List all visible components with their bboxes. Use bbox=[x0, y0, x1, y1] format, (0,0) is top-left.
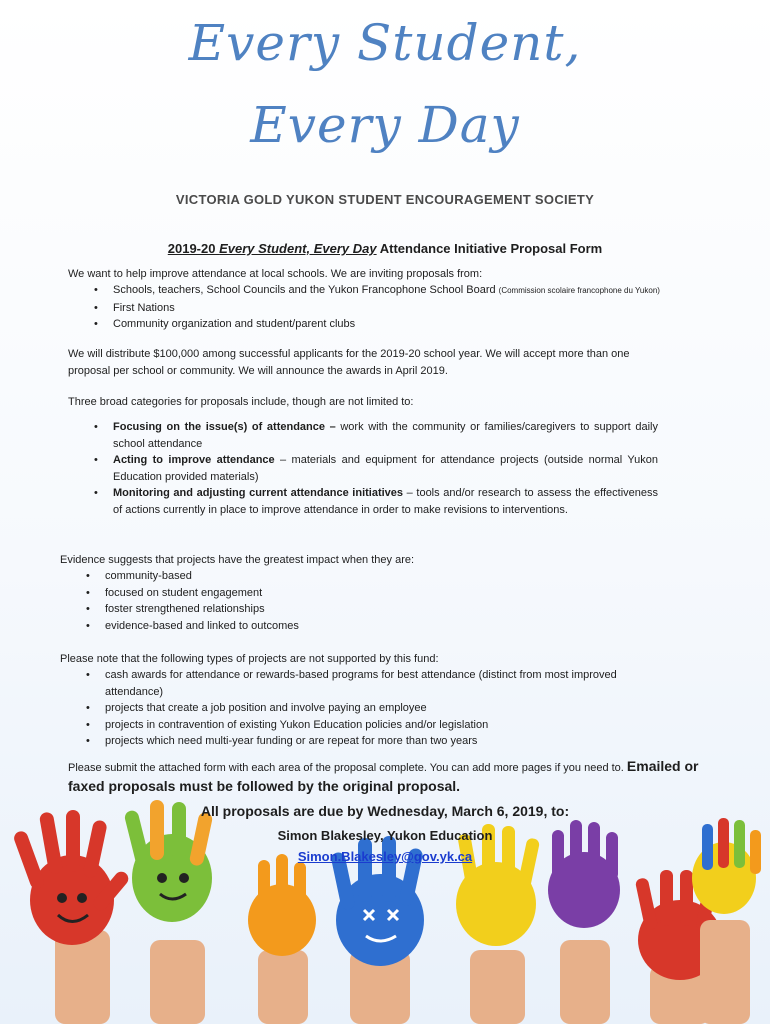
evidence-intro: Evidence suggests that projects have the greatest impact when they are: bbox=[60, 554, 415, 566]
form-title-year: 2019-20 bbox=[167, 241, 220, 256]
list-item bbox=[88, 282, 728, 300]
list-item bbox=[88, 485, 658, 518]
category-title: Acting to improve attendance bbox=[113, 454, 275, 466]
list-item-note: (Commission scolaire francophone du Yukon) bbox=[498, 286, 660, 295]
unsupported-intro: Please note that the following types of projects are not supported by this fund: bbox=[60, 653, 439, 665]
submit-note bbox=[68, 757, 728, 797]
logo-line-1: Every Student, bbox=[188, 14, 582, 72]
submit-text: Please submit the attached form with each area of the proposal complete. You can add more pages if you need to. bbox=[68, 762, 627, 774]
contact-email-link[interactable]: Simon.Blakesley@gov.yk.ca bbox=[297, 849, 473, 864]
list-item: • evidence-based and linked to outcomes bbox=[80, 618, 680, 635]
list-item: • projects which need multi-year funding or are repeat for more than two years bbox=[80, 733, 660, 750]
society-name: VICTORIA GOLD YUKON STUDENT ENCOURAGEMENT SOCIETY bbox=[175, 192, 595, 207]
list-item: • focused on student engagement bbox=[80, 585, 680, 602]
list-item-text: Community organization and student/parent clubs bbox=[113, 318, 356, 330]
list-item bbox=[88, 316, 728, 333]
list-item-text: Schools, teachers, School Councils and the Yukon Francophone School Board bbox=[113, 284, 499, 296]
evidence-list bbox=[80, 568, 680, 634]
category-text: – materials and equipment for attendance projects (outside normal Yukon Education provided materials) bbox=[113, 454, 658, 483]
list-item bbox=[88, 419, 658, 452]
category-title: Focusing on the issue(s) of attendance – bbox=[113, 421, 336, 433]
distribution-text: We will distribute $100,000 among successful applicants for the 2019-20 school year. We will accept more than one proposal per school or community. We will announce the awards in April 2019. bbox=[68, 348, 630, 377]
form-title-name: Every Student, Every Day bbox=[219, 241, 377, 256]
submit-bold: Emailed or faxed proposals must be followed by the original proposal. bbox=[68, 758, 699, 794]
contact-name: Simon Blakesley, Yukon Education bbox=[277, 828, 493, 843]
category-title: Monitoring and adjusting current attendance initiatives bbox=[113, 487, 404, 499]
categories-intro: Three broad categories for proposals include, though are not limited to: bbox=[68, 396, 414, 408]
form-title-rest: Attendance Initiative Proposal Form bbox=[376, 241, 603, 256]
list-item-text: First Nations bbox=[113, 301, 175, 314]
unsupported-list bbox=[80, 667, 660, 750]
intro-list bbox=[88, 282, 728, 333]
category-text: – tools and/or research to assess the effectiveness of actions currently in place to improve attendance in order to make revisions to interventions. bbox=[113, 487, 658, 516]
list-item: • cash awards for attendance or rewards-based programs for best attendance (distinct from most improved attendance) bbox=[80, 667, 660, 700]
hand-orange bbox=[248, 854, 316, 1024]
intro-text: We want to help improve attendance at local schools. We are inviting proposals from: bbox=[68, 268, 483, 280]
list-item: • projects that create a job position and involve paying an employee bbox=[80, 700, 660, 717]
list-item: • foster strengthened relationships bbox=[80, 601, 680, 618]
categories-list bbox=[88, 419, 658, 518]
logo-line-2: Every Day bbox=[250, 96, 520, 154]
form-title bbox=[0, 241, 770, 256]
list-item: • community-based bbox=[80, 568, 680, 585]
category-text: work with the community or families/caregivers to support daily school attendance bbox=[113, 421, 658, 450]
list-item: • projects in contravention of existing Yukon Education policies and/or legislation bbox=[80, 717, 660, 734]
list-item bbox=[88, 300, 728, 317]
due-date: All proposals are due by Wednesday, March 6, 2019, to: bbox=[200, 803, 570, 819]
hand-blue bbox=[330, 836, 424, 1024]
list-item bbox=[88, 452, 658, 485]
